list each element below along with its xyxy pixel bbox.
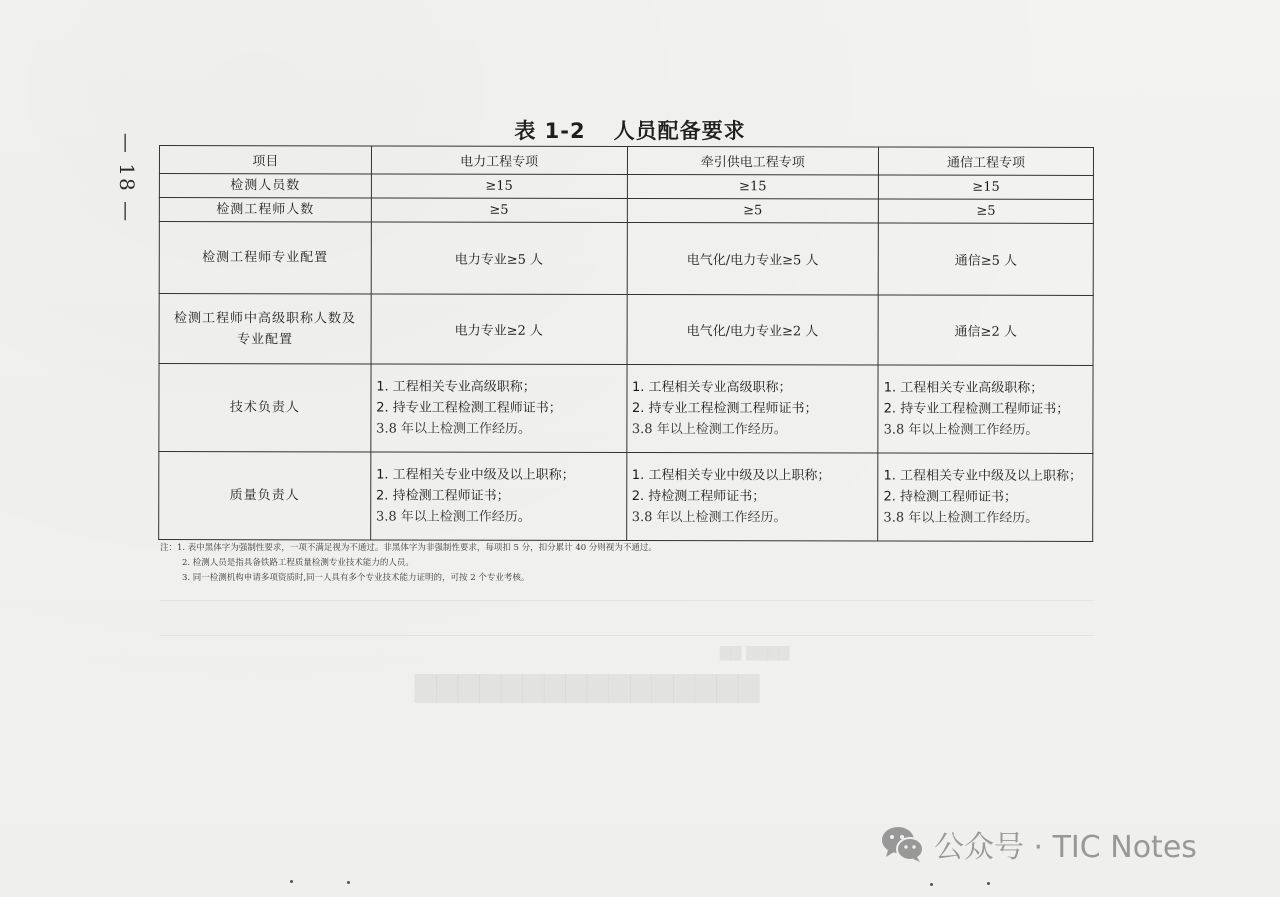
table-cell: 电气化/电力专业≥5 人	[627, 222, 879, 295]
list-item: 3.8 年以上检测工作经历。	[631, 421, 787, 438]
bleed-through-text: ▇▇▇▇ ▇▇	[720, 645, 790, 661]
scan-speck	[347, 881, 350, 884]
table-row	[159, 222, 1093, 296]
table-title-text: 人员配备要求	[613, 119, 746, 143]
wechat-icon	[880, 824, 926, 864]
list-item: 1. 工程相关专业中级及以上职称；	[376, 467, 575, 483]
list-item: 2. 持检测工程师证书；	[883, 489, 1018, 505]
table-header-row	[159, 146, 1093, 176]
table-cell: ≥5	[371, 198, 627, 223]
column-header: 通信工程专项	[879, 147, 1094, 175]
table-cell: ≥15	[371, 174, 627, 199]
bleed-through-text: ▇▇▇▇▇▇▇▇▇▇▇▇▇▇▇▇	[415, 670, 760, 703]
list-item: 1. 工程相关专业高级职称；	[631, 379, 792, 396]
column-header: 牵引供电工程专项	[627, 146, 879, 175]
table-cell: ≥15	[627, 174, 879, 199]
list-item: 3.8 年以上检测工作经历。	[883, 422, 1039, 438]
list-item: 2. 持检测工程师证书；	[631, 488, 766, 505]
row-label: 检测人员数	[159, 174, 371, 198]
bleed-through-line	[160, 635, 1095, 636]
watermark-text: 公众号 · TIC Notes	[934, 830, 1197, 865]
list-item: 2. 持专业工程检测工程师证书；	[376, 400, 562, 416]
table-title	[480, 115, 780, 145]
note-line: 3. 同一检测机构申请多项资质时,同一人具有多个专业技术能力证明的，可按 2 个专业考核。	[182, 573, 530, 583]
bleed-through-line	[160, 600, 1095, 601]
table-notes	[160, 541, 657, 586]
row-label: 检测工程师专业配置	[159, 222, 371, 294]
table-cell: ≥5	[627, 198, 879, 223]
table-cell: 通信≥5 人	[878, 223, 1093, 295]
column-header: 项目	[159, 146, 371, 174]
table-row	[159, 174, 1093, 200]
list-item: 3.8 年以上检测工作经历。	[375, 509, 531, 525]
table-cell: 电力专业≥5 人	[371, 222, 627, 295]
page-number: — 18 —	[115, 132, 140, 224]
list-item: 3.8 年以上检测工作经历。	[631, 509, 787, 526]
table-row	[159, 294, 1093, 366]
table-cell-list	[371, 364, 627, 453]
scan-speck	[290, 880, 293, 883]
list-item: 1. 工程相关专业高级职称；	[883, 380, 1044, 396]
row-label: 检测工程师中高级职称人数及专业配置	[159, 294, 371, 364]
row-label: 技术负责人	[159, 364, 371, 452]
table-cell-list	[878, 365, 1093, 453]
table-number: 表 1-2	[514, 119, 586, 143]
table-cell: 通信≥2 人	[878, 295, 1093, 365]
staffing-requirements-table	[158, 145, 1094, 542]
list-item: 2. 持专业工程检测工程师证书；	[883, 401, 1070, 417]
row-label: 质量负责人	[159, 452, 371, 540]
table-cell-list	[370, 452, 626, 541]
table-cell: ≥5	[879, 199, 1094, 223]
row-label: 检测工程师人数	[159, 198, 371, 222]
table-cell-list	[878, 453, 1093, 541]
list-item: 1. 工程相关专业高级职称；	[376, 379, 536, 395]
list-item: 1. 工程相关专业中级及以上职称；	[883, 468, 1083, 484]
table-cell: ≥15	[879, 175, 1094, 199]
wechat-watermark	[880, 822, 1197, 866]
note-line: 注：1. 表中黑体字为强制性要求，一项不满足视为不通过。非黑体字为非强制性要求，每项扣 5 分，扣分累计 40 分则视为不通过。	[160, 543, 657, 553]
list-item: 3.8 年以上检测工作经历。	[376, 421, 532, 437]
list-item: 2. 持检测工程师证书；	[376, 488, 510, 504]
scan-speck	[987, 882, 990, 885]
table-row	[159, 452, 1093, 542]
table-row	[159, 198, 1093, 224]
note-line: 2. 检测人员是指具备铁路工程质量检测专业技术能力的人员。	[182, 558, 414, 568]
table-cell: 电气化/电力专业≥2 人	[627, 294, 879, 365]
list-item: 3.8 年以上检测工作经历。	[883, 510, 1039, 526]
list-item: 1. 工程相关专业中级及以上职称；	[631, 467, 831, 484]
scan-speck	[930, 883, 933, 886]
table-row	[159, 364, 1093, 454]
column-header: 电力工程专项	[371, 146, 627, 175]
table-cell-list	[626, 452, 878, 541]
table-cell: 电力专业≥2 人	[371, 294, 627, 365]
list-item: 2. 持专业工程检测工程师证书；	[631, 400, 818, 417]
table-cell-list	[626, 364, 878, 453]
